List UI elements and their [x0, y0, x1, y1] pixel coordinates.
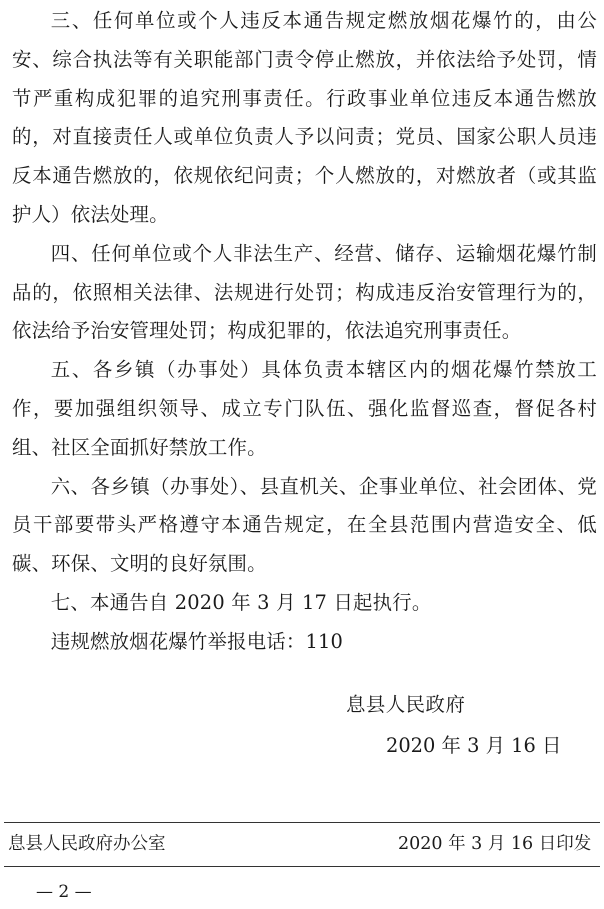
- paragraph-lead-by-example: 六、各乡镇（办事处）、县直机关、企事业单位、社会团体、党员干部要带头严格遵守本通告规定，在全县范围内营造安全、低碳、环保、文明的良好氛围。: [12, 474, 597, 576]
- paragraph-township-responsibility: 五、各乡镇（办事处）具体负责本辖区内的烟花爆竹禁放工作，要加强组织领导、成立专门队伍、强化监督巡查，督促各村组、社区全面抓好禁放工作。: [12, 358, 597, 459]
- paragraph-penalty-fireworks: 三、任何单位或个人违反本通告规定燃放烟花爆竹的，由公安、综合执法等有关职能部门责令停止燃放，并依法给予处罚，情节严重构成犯罪的追究刑事责任。行政事业单位违反本通告燃放的，对直接责任人或单位负责人予以问责；党员、国家公职人员违反本通告燃放的，依规依纪问责；个人燃放的，对燃放者（或其监护人）依法处理。: [12, 9, 597, 226]
- signature-organization: 息县人民政府: [346, 693, 466, 716]
- footer-divider-top: [4, 822, 600, 823]
- paragraph-effective-date: 七、本通告自 2020 年 3 月 17 日起执行。: [50, 590, 432, 614]
- paragraph-report-hotline: 违规燃放烟花爆竹举报电话：110: [50, 629, 344, 653]
- signature-date: 2020 年 3 月 16 日: [386, 734, 562, 757]
- notice-body: [12, 2, 597, 662]
- footer-print-date: 2020 年 3 月 16 日印发: [398, 834, 592, 854]
- footer-divider-bottom: [4, 866, 600, 867]
- paragraph-illegal-production: 四、任何单位或个人非法生产、经营、储存、运输烟花爆竹制品的，依照相关法律、法规进行处罚；构成违反治安管理行为的，依法给予治安管理处罚；构成犯罪的，依法追究刑事责任。: [12, 241, 597, 343]
- footer-issuer: 息县人民政府办公室: [8, 834, 166, 854]
- page-number: — 2 —: [36, 882, 92, 902]
